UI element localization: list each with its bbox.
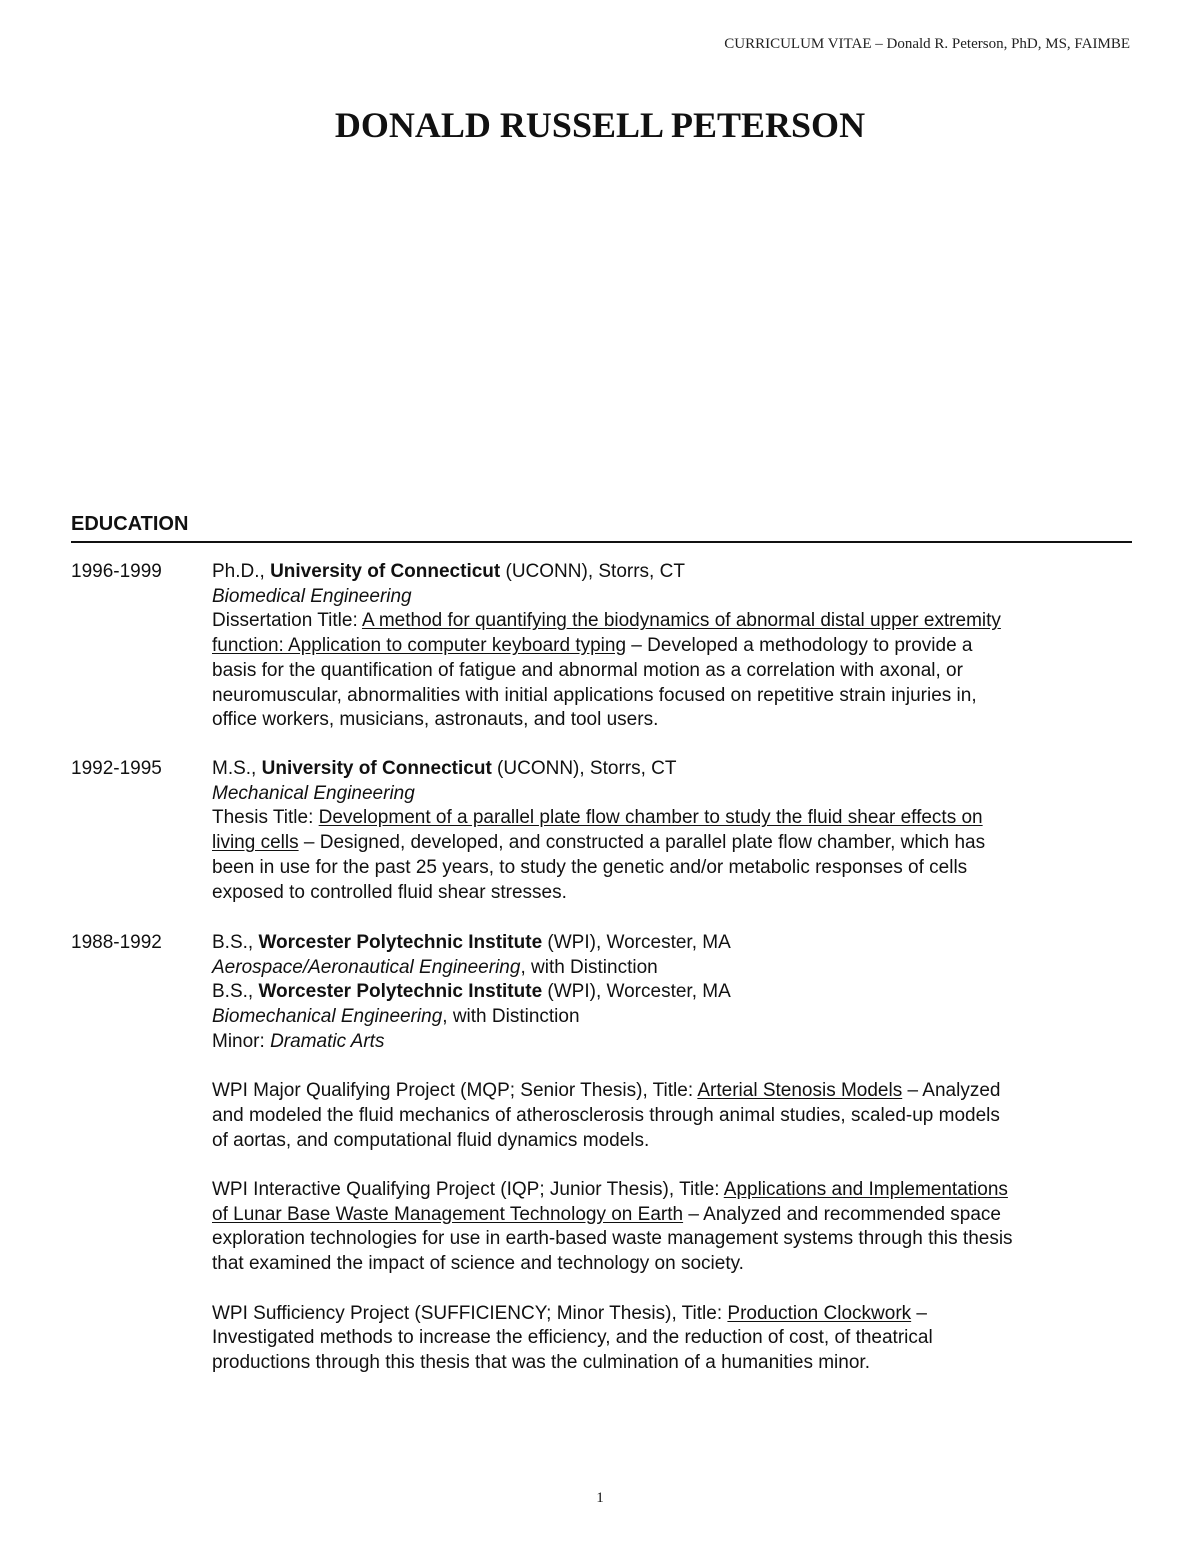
- entry-body: [212, 757, 1142, 905]
- project-label: WPI Sufficiency Project (SUFFICIENCY; Minor Thesis), Title:: [212, 1302, 728, 1324]
- iqp-line: [212, 1203, 1142, 1228]
- field-line: [212, 585, 1142, 610]
- degree: B.S.,: [212, 932, 259, 953]
- description: –: [911, 1302, 928, 1324]
- entry-years: 1992-1995: [71, 758, 162, 779]
- field: Biomechanical Engineering: [212, 1006, 443, 1028]
- running-head: CURRICULUM VITAE – Donald R. Peterson, PhD, MS, FAIMBE: [724, 36, 1130, 52]
- distinction: , with Distinction: [442, 1006, 580, 1028]
- education-heading-label: EDUCATION: [71, 513, 189, 535]
- field: Biomedical Engineering: [212, 585, 412, 607]
- field-line: [212, 956, 1142, 981]
- degree-line: [212, 980, 1142, 1005]
- description: – Analyzed: [902, 1080, 1001, 1102]
- school-location: (WPI), Worcester, MA: [542, 981, 731, 1003]
- school-location: (WPI), Worcester, MA: [542, 932, 731, 953]
- title-line: [212, 831, 1142, 856]
- project-title: Production Clockwork: [727, 1302, 912, 1324]
- entry-years: 1988-1992: [71, 932, 162, 953]
- description-line: Investigated methods to increase the efficiency, and the reduction of cost, of theatrical: [212, 1327, 933, 1349]
- project-title: Applications and Implementations: [723, 1179, 1008, 1200]
- description: – Developed a methodology to provide a: [626, 635, 973, 657]
- distinction: , with Distinction: [520, 956, 658, 978]
- project-title: of Lunar Base Waste Management Technology on Earth: [212, 1203, 684, 1225]
- entry-body: [212, 560, 1142, 733]
- thesis-title: Development of a parallel plate flow chamber to study the fluid shear effects on: [318, 807, 983, 829]
- description-line: office workers, musicians, astronauts, and tool users.: [212, 709, 659, 731]
- field-line: [212, 1005, 1142, 1030]
- page-title: DONALD RUSSELL PETERSON: [334, 105, 866, 145]
- description-line: of aortas, and computational fluid dynamics models.: [212, 1129, 650, 1151]
- mqp-line: [212, 1079, 1142, 1104]
- description-line: exposed to controlled fluid shear stresses.: [212, 881, 567, 903]
- description-line: that examined the impact of science and technology on society.: [212, 1253, 744, 1275]
- dissertation-title: function: Application to computer keyboard typing: [212, 635, 627, 657]
- degree-line: [212, 757, 1142, 782]
- title-label: Thesis Title:: [212, 807, 319, 829]
- field-line: [212, 782, 1142, 807]
- degree-line: [212, 560, 1142, 585]
- education-heading: [71, 511, 1132, 543]
- school-name: University of Connecticut: [261, 758, 492, 779]
- description-line: basis for the quantification of fatigue and abnormal motion as a correlation with axonal, or: [212, 659, 963, 681]
- title-label: Dissertation Title:: [212, 610, 362, 632]
- school-location: (UCONN), Storrs, CT: [500, 561, 685, 582]
- dissertation-title: A method for quantifying the biodynamics of abnormal distal upper extremity: [361, 610, 1001, 632]
- degree: M.S.,: [212, 758, 262, 779]
- minor-label: Minor:: [212, 1030, 271, 1052]
- title-line: [212, 609, 1142, 634]
- field: Aerospace/Aeronautical Engineering: [212, 956, 521, 978]
- degree: Ph.D.,: [212, 561, 271, 582]
- minor-line: [212, 1030, 1142, 1055]
- title-line: [212, 806, 1142, 831]
- iqp-line: [212, 1178, 1142, 1203]
- project-label: WPI Interactive Qualifying Project (IQP; Junior Thesis), Title:: [212, 1179, 724, 1200]
- school-name: Worcester Polytechnic Institute: [258, 981, 543, 1003]
- school-location: (UCONN), Storrs, CT: [491, 758, 677, 779]
- description-line: and modeled the fluid mechanics of atherosclerosis through animal studies, scaled-up models: [212, 1104, 1000, 1126]
- project-label: WPI Major Qualifying Project (MQP; Senior Thesis), Title:: [212, 1080, 698, 1102]
- school-name: University of Connecticut: [270, 561, 501, 582]
- description-line: neuromuscular, abnormalities with initial applications focused on repetitive strain injuries in,: [212, 684, 977, 706]
- project-title: Arterial Stenosis Models: [697, 1080, 903, 1102]
- field: Mechanical Engineering: [212, 782, 415, 804]
- description-line: exploration technologies for use in earth-based waste management systems through this thesis: [212, 1228, 1013, 1250]
- description-line: been in use for the past 25 years, to study the genetic and/or metabolic responses of cells: [212, 856, 968, 878]
- page-number: 1: [596, 1490, 604, 1506]
- entry-years: 1996-1999: [71, 561, 162, 582]
- school-name: Worcester Polytechnic Institute: [258, 932, 543, 953]
- degree-line: [212, 931, 1142, 956]
- title-line: [212, 634, 1142, 659]
- entry-body: [212, 931, 1142, 1376]
- description: – Analyzed and recommended space: [683, 1203, 1002, 1225]
- minor: Dramatic Arts: [270, 1030, 385, 1052]
- description: – Designed, developed, and constructed a parallel plate flow chamber, which has: [298, 832, 986, 854]
- degree: B.S.,: [212, 981, 259, 1003]
- sufficiency-line: [212, 1302, 1142, 1327]
- description-line: productions through this thesis that was the culmination of a humanities minor.: [212, 1351, 870, 1373]
- thesis-title: living cells: [212, 832, 299, 854]
